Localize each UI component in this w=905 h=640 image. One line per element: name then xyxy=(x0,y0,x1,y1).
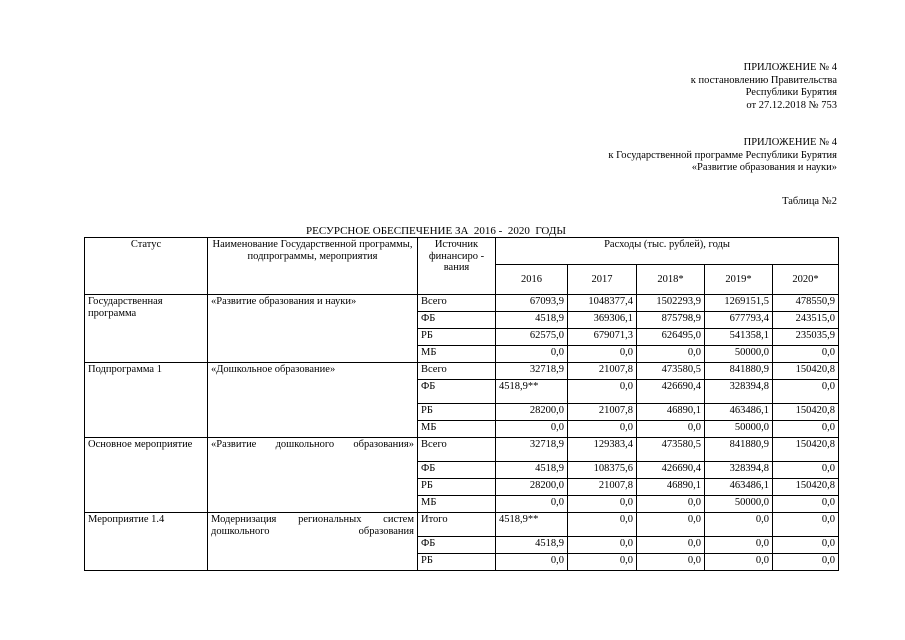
value-cell: 841880,9 xyxy=(705,363,773,380)
value-cell: 328394,8 xyxy=(705,462,773,479)
header-appendix-program xyxy=(608,137,837,175)
value-cell: 1269151,5 xyxy=(705,295,773,312)
value-cell: 243515,0 xyxy=(773,312,839,329)
header-line: ПРИЛОЖЕНИЕ № 4 xyxy=(743,62,837,73)
value-cell: 679071,3 xyxy=(568,329,637,346)
column-header-year: 2016 xyxy=(496,265,568,295)
value-cell: 108375,6 xyxy=(568,462,637,479)
table-row xyxy=(85,363,839,380)
value-cell: 129383,4 xyxy=(568,438,637,462)
header-line: Республики Бурятия xyxy=(745,87,837,98)
row-source: ФБ xyxy=(418,380,496,404)
value-cell: 150420,8 xyxy=(773,438,839,462)
value-cell: 0,0 xyxy=(705,513,773,537)
table-row xyxy=(85,438,839,462)
value-cell: 46890,1 xyxy=(637,404,705,421)
value-cell: 0,0 xyxy=(568,380,637,404)
row-source: РБ xyxy=(418,479,496,496)
value-cell: 0,0 xyxy=(568,346,637,363)
row-source: Всего xyxy=(418,295,496,312)
value-cell: 62575,0 xyxy=(496,329,568,346)
value-cell: 50000,0 xyxy=(705,496,773,513)
value-cell: 0,0 xyxy=(496,346,568,363)
value-cell: 0,0 xyxy=(637,421,705,438)
resource-table xyxy=(84,237,839,571)
value-cell: 0,0 xyxy=(496,554,568,571)
value-cell: 0,0 xyxy=(637,346,705,363)
column-header-source: Источник финансиро - вания xyxy=(418,238,496,295)
row-source: МБ xyxy=(418,346,496,363)
value-cell: 463486,1 xyxy=(705,479,773,496)
row-source: РБ xyxy=(418,404,496,421)
row-name: «Развитие дошкольного образования» xyxy=(208,438,418,513)
value-cell: 426690,4 xyxy=(637,462,705,479)
value-cell: 426690,4 xyxy=(637,380,705,404)
value-cell: 0,0 xyxy=(637,496,705,513)
value-cell: 0,0 xyxy=(568,537,637,554)
value-cell: 0,0 xyxy=(773,513,839,537)
row-source: ФБ xyxy=(418,462,496,479)
value-cell: 0,0 xyxy=(568,554,637,571)
value-cell: 150420,8 xyxy=(773,404,839,421)
value-cell: 32718,9 xyxy=(496,438,568,462)
value-cell: 0,0 xyxy=(637,554,705,571)
column-header-year: 2017 xyxy=(568,265,637,295)
value-cell: 0,0 xyxy=(773,537,839,554)
header-line: к постановлению Правительства xyxy=(690,74,837,86)
header-line: ПРИЛОЖЕНИЕ № 4 xyxy=(743,137,837,148)
header-line: к Государственной программе Республики Бурятия xyxy=(608,149,837,161)
table-row xyxy=(85,295,839,312)
value-cell: 1048377,4 xyxy=(568,295,637,312)
row-source: МБ xyxy=(418,496,496,513)
header-appendix-decree xyxy=(691,62,837,112)
value-cell: 0,0 xyxy=(705,537,773,554)
row-status: Мероприятие 1.4 xyxy=(85,513,208,571)
value-cell: 4518,9 xyxy=(496,462,568,479)
row-status: Государственная программа xyxy=(85,295,208,363)
column-header-year: 2020* xyxy=(773,265,839,295)
row-source: МБ xyxy=(418,421,496,438)
row-source: ФБ xyxy=(418,537,496,554)
column-header-status: Статус xyxy=(85,238,208,295)
table-row xyxy=(85,513,839,537)
value-cell: 46890,1 xyxy=(637,479,705,496)
value-cell: 478550,9 xyxy=(773,295,839,312)
value-cell: 1502293,9 xyxy=(637,295,705,312)
table-number: Таблица №2 xyxy=(782,196,837,207)
value-cell: 21007,8 xyxy=(568,363,637,380)
value-cell: 0,0 xyxy=(705,554,773,571)
value-cell: 0,0 xyxy=(568,513,637,537)
value-cell: 28200,0 xyxy=(496,479,568,496)
row-source: Итого xyxy=(418,513,496,537)
value-cell: 677793,4 xyxy=(705,312,773,329)
header-line: «Развитие образования и науки» xyxy=(691,162,837,173)
value-cell: 50000,0 xyxy=(705,346,773,363)
value-cell: 463486,1 xyxy=(705,404,773,421)
row-source: Всего xyxy=(418,363,496,380)
value-cell: 32718,9 xyxy=(496,363,568,380)
value-cell: 21007,8 xyxy=(568,404,637,421)
row-status: Основное мероприятие xyxy=(85,438,208,513)
value-cell: 0,0 xyxy=(773,462,839,479)
value-cell: 0,0 xyxy=(637,537,705,554)
value-cell: 28200,0 xyxy=(496,404,568,421)
value-cell: 0,0 xyxy=(773,380,839,404)
value-cell: 0,0 xyxy=(568,496,637,513)
column-header-year: 2019* xyxy=(705,265,773,295)
value-cell: 473580,5 xyxy=(637,363,705,380)
column-header-year: 2018* xyxy=(637,265,705,295)
value-cell: 369306,1 xyxy=(568,312,637,329)
value-cell: 150420,8 xyxy=(773,479,839,496)
value-cell: 875798,9 xyxy=(637,312,705,329)
header-line: от 27.12.2018 № 753 xyxy=(746,99,837,111)
value-cell: 0,0 xyxy=(773,421,839,438)
value-cell: 626495,0 xyxy=(637,329,705,346)
value-cell: 0,0 xyxy=(773,554,839,571)
value-cell: 4518,9 xyxy=(496,312,568,329)
column-header-expenses: Расходы (тыс. рублей), годы xyxy=(496,238,839,265)
value-cell: 0,0 xyxy=(773,346,839,363)
value-cell: 50000,0 xyxy=(705,421,773,438)
value-cell: 235035,9 xyxy=(773,329,839,346)
value-cell: 841880,9 xyxy=(705,438,773,462)
value-cell: 0,0 xyxy=(773,496,839,513)
row-source: РБ xyxy=(418,329,496,346)
row-source: ФБ xyxy=(418,312,496,329)
value-cell: 4518,9 xyxy=(496,537,568,554)
value-cell: 21007,8 xyxy=(568,479,637,496)
row-name: Модернизация региональных систем дошкольного образования xyxy=(208,513,418,571)
row-status: Подпрограмма 1 xyxy=(85,363,208,438)
document-title: РЕСУРСНОЕ ОБЕСПЕЧЕНИЕ ЗА 2016 - 2020 ГОДЫ xyxy=(306,225,566,237)
value-cell: 150420,8 xyxy=(773,363,839,380)
value-cell: 4518,9** xyxy=(496,380,568,404)
value-cell: 473580,5 xyxy=(637,438,705,462)
row-name: «Дошкольное образование» xyxy=(208,363,418,438)
value-cell: 4518,9** xyxy=(496,513,568,537)
row-source: РБ xyxy=(418,554,496,571)
value-cell: 0,0 xyxy=(637,513,705,537)
row-source: Всего xyxy=(418,438,496,462)
value-cell: 0,0 xyxy=(496,496,568,513)
value-cell: 0,0 xyxy=(568,421,637,438)
row-name: «Развитие образования и науки» xyxy=(208,295,418,363)
value-cell: 328394,8 xyxy=(705,380,773,404)
value-cell: 541358,1 xyxy=(705,329,773,346)
column-header-name: Наименование Государственной программы, подпрограммы, мероприятия xyxy=(208,238,418,295)
value-cell: 0,0 xyxy=(496,421,568,438)
value-cell: 67093,9 xyxy=(496,295,568,312)
